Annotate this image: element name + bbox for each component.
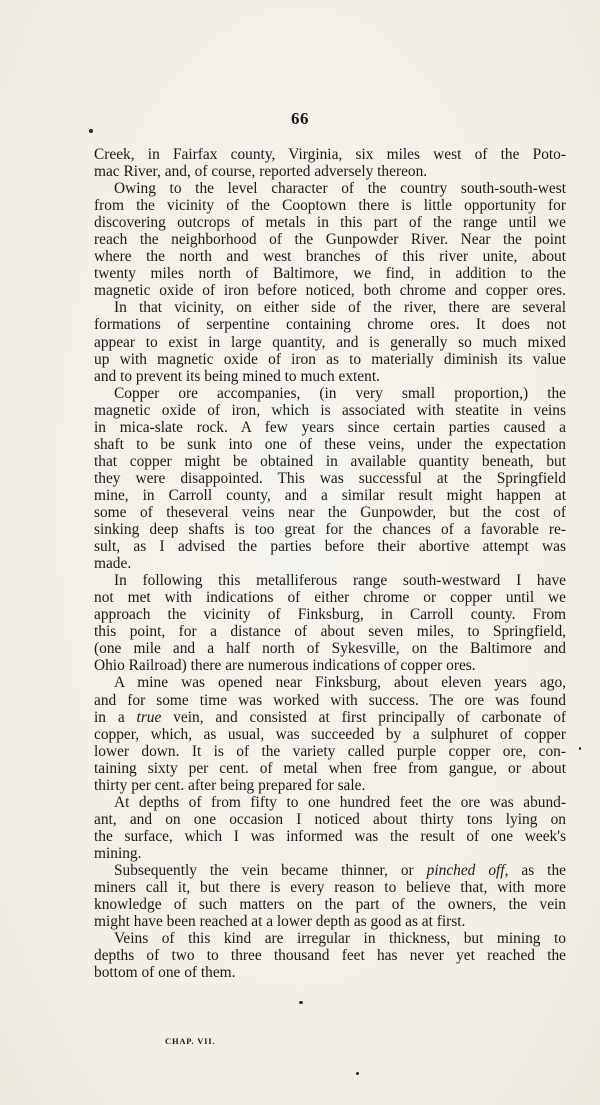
text-segment: Subsequently the vein became thinner, or <box>114 861 427 879</box>
text-line: appear to exist in large quantity, and is generally so much mixed <box>94 333 566 351</box>
text-line: made. <box>94 555 132 573</box>
text-line: copper, which, as usual, was succeeded by a sulphuret of copper <box>94 725 566 743</box>
text-line: reach the neighborhood of the Gunpowder River. Near the point <box>94 231 566 249</box>
text-line: depths of two to three thousand feet has never yet reached the <box>94 947 566 965</box>
text-line: taining sixty per cent. of metal when free from gangue, or about <box>94 759 566 777</box>
text-line: twenty miles north of Baltimore, we find, in addition to the <box>94 265 566 283</box>
text-line: sult, as I advised the parties before their abortive attempt was <box>94 538 566 556</box>
text-line: that copper might be obtained in available quantity beneath, but <box>94 452 566 470</box>
text-segment: vein, and consisted at first principally of carbonate of <box>161 708 567 726</box>
text-segment: as the <box>508 861 566 879</box>
text-line: bottom of one of them. <box>94 964 236 982</box>
text-line: from the vicinity of the Cooptown there is little opportunity for <box>94 197 566 215</box>
text-line: sinking deep shafts is too great for the chances of a favorable re- <box>94 521 566 539</box>
text-line: mining. <box>94 844 142 862</box>
text-line: shaft to be sunk into one of these veins, under the expectation <box>94 435 566 453</box>
text-line: lower down. It is of the variety called purple copper ore, con- <box>94 742 566 760</box>
text-line: (one mile and a half north of Sykesville, on the Baltimore and <box>94 640 566 658</box>
ink-speck <box>299 1001 303 1004</box>
page-number: 66 <box>291 109 309 128</box>
text-line: might have been reached at a lower depth as good as at first. <box>94 913 466 931</box>
text-line: not met with indications of either chrome or copper until we <box>94 589 566 607</box>
text-line: magnetic oxide of iron before noticed, both chrome and copper ores. <box>94 282 566 300</box>
text-line: this point, for a distance of about seven miles, to Springfield, <box>94 623 566 641</box>
text-line: Ohio Railroad) there are numerous indications of copper ores. <box>94 657 476 675</box>
paragraph-start-line: In that vicinity, on either side of the river, there are several <box>114 299 566 317</box>
catchword-chapter: CHAP. VII. <box>165 1036 216 1046</box>
text-line: knowledge of such matters on the part of the owners, the vein <box>94 896 566 914</box>
paragraph-start-line: Veins of this kind are irregular in thickness, but mining to <box>114 930 566 948</box>
italic-term: true <box>136 708 162 726</box>
paragraph-start-line: A mine was opened near Finksburg, about eleven years ago, <box>114 674 566 692</box>
text-line: miners call it, but there is every reason to believe that, with more <box>94 879 566 897</box>
italic-term: pinched off, <box>426 861 509 879</box>
text-line: in mica-slate rock. A few years since certain parties caused a <box>94 418 566 436</box>
paragraph-start-line-with-italic <box>94 862 566 879</box>
text-line: and for some time was worked with success. The ore was found <box>94 691 566 709</box>
text-segment: in a <box>94 708 137 726</box>
text-line: the surface, which I was informed was the result of one week's <box>94 827 566 845</box>
paragraph-start-line: In following this metalliferous range south-westward I have <box>114 572 566 590</box>
paragraph-start-line: At depths of from fifty to one hundred feet the ore was abund- <box>114 793 566 811</box>
paragraph-start-line: Owing to the level character of the country south-south-west <box>114 180 566 198</box>
ink-speck <box>579 747 581 750</box>
text-line: formations of serpentine containing chrome ores. It does not <box>94 316 566 334</box>
ink-speck <box>356 1072 359 1075</box>
text-line: mine, in Carroll county, and a similar result might happen at <box>94 486 566 504</box>
ink-speck <box>89 129 93 133</box>
text-line: discovering outcrops of metals in this part of the range until we <box>94 214 566 232</box>
text-line: they were disappointed. This was successful at the Springfield <box>94 469 566 487</box>
text-line: mac River, and, of course, reported adversely thereon. <box>94 163 428 181</box>
text-line-with-italic <box>94 709 566 726</box>
text-line: and to prevent its being mined to much extent. <box>94 367 380 385</box>
paragraph-start-line: Copper ore accompanies, (in very small proportion,) the <box>114 384 566 402</box>
text-line: approach the vicinity of Finksburg, in Carroll county. From <box>94 606 566 624</box>
text-line: magnetic oxide of iron, which is associated with steatite in veins <box>94 401 566 419</box>
text-line: some of theseveral veins near the Gunpowder, but the cost of <box>94 503 566 521</box>
text-line: where the north and west branches of this river unite, about <box>94 248 566 266</box>
body-text <box>94 146 566 981</box>
text-line: thirty per cent. after being prepared for sale. <box>94 776 366 794</box>
text-line: Creek, in Fairfax county, Virginia, six miles west of the Poto- <box>94 146 566 163</box>
text-line: ant, and on one occasion I noticed about thirty tons lying on <box>94 810 566 828</box>
text-line: up with magnetic oxide of iron as to materially diminish its value <box>94 350 566 368</box>
